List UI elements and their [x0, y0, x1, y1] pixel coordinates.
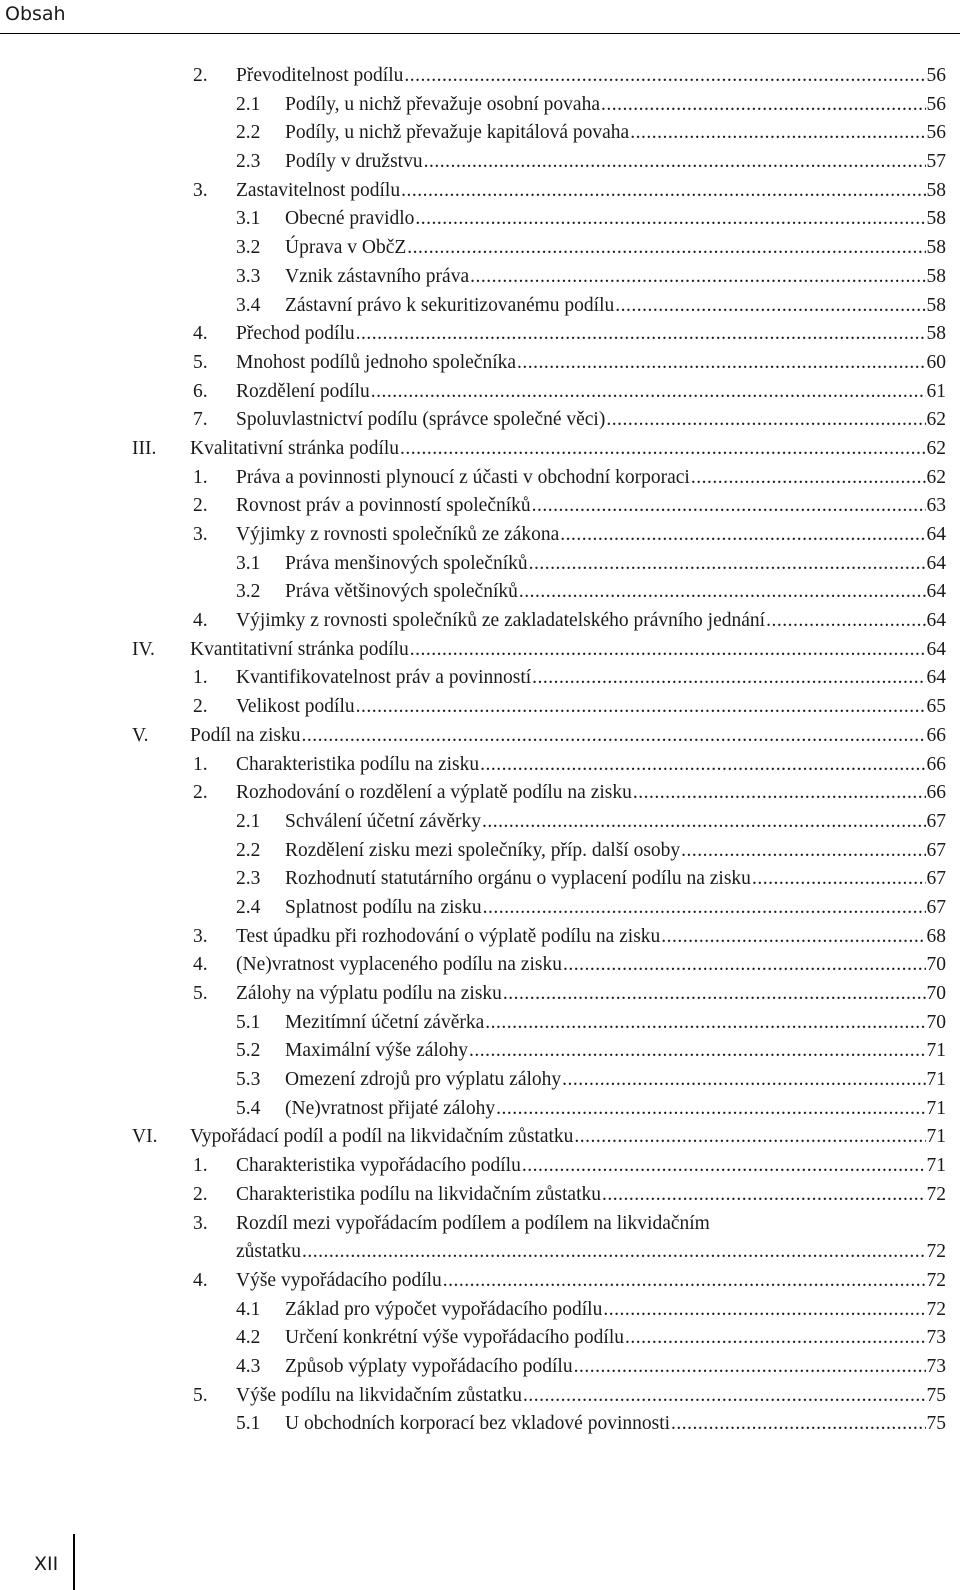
toc-entry[interactable] [0, 808, 960, 837]
toc-entry[interactable] [0, 980, 960, 1009]
dot-leader [606, 406, 925, 435]
running-head-title: Obsah [5, 3, 66, 25]
dot-leader [410, 636, 926, 665]
toc-entry-title: Podíly, u nichž převažuje kapitálová povaha [285, 122, 630, 144]
toc-entry-number: 5. [193, 351, 208, 373]
toc-entry[interactable] [0, 406, 960, 435]
toc-entry-number: 4. [193, 954, 208, 976]
dot-leader [519, 578, 926, 607]
dot-leader [485, 1009, 925, 1038]
dot-leader [401, 177, 925, 206]
toc-entry-title: Charakteristika podílu na zisku [236, 753, 480, 775]
toc-entry[interactable] [0, 693, 960, 722]
toc-entry[interactable] [0, 837, 960, 866]
toc-entry[interactable] [0, 1410, 960, 1439]
dot-leader [356, 693, 926, 722]
toc-entry-title: Výjimky z rovnosti společníků ze zákona [236, 524, 560, 545]
toc-entry-number: 2.2 [236, 839, 261, 861]
toc-entry-page: 56 [926, 93, 946, 115]
dot-leader [480, 751, 925, 780]
dot-leader [671, 1410, 925, 1439]
toc-entry[interactable] [0, 349, 960, 378]
toc-entry-title: U obchodních korporací bez vkladové povinnosti [285, 1413, 671, 1435]
toc-entry-number: 1. [193, 667, 208, 689]
toc-entry[interactable] [0, 1238, 960, 1267]
toc-entry-title: Rozhodování o rozdělení a výplatě podílu na zisku [236, 782, 632, 804]
toc-entry-page: 70 [926, 954, 946, 976]
toc-entry-number: 4.3 [236, 1355, 261, 1377]
toc-entry-page: 72 [926, 1298, 946, 1320]
toc-entry-number: III. [132, 437, 157, 459]
toc-entry-page: 63 [926, 495, 946, 517]
toc-entry-title: Maximální výše zálohy [285, 1040, 469, 1062]
toc-entry-title: Podíly, u nichž převažuje osobní povaha [285, 93, 600, 115]
toc-entry-number: 4. [193, 323, 208, 345]
dot-leader [681, 837, 925, 866]
toc-entry[interactable] [0, 464, 960, 493]
toc-entry-number: 6. [193, 380, 208, 402]
toc-entry-number: 2. [193, 495, 208, 517]
toc-entry-title: Základ pro výpočet vypořádacího podílu [285, 1298, 603, 1320]
dot-leader [415, 205, 925, 234]
toc-entry[interactable] [0, 91, 960, 120]
running-head [0, 0, 960, 34]
dot-leader [404, 62, 925, 91]
toc-entry-title: Způsob výplaty vypořádacího podílu [285, 1355, 573, 1377]
toc-entry-page: 73 [926, 1327, 946, 1349]
toc-entry-number: 3.2 [236, 581, 261, 603]
toc-entry-title: Kvantifikovatelnost práv a povinností [236, 667, 532, 689]
dot-leader [615, 292, 925, 321]
toc-entry-title: Výše podílu na likvidačním zůstatku [236, 1384, 522, 1406]
footer-divider [73, 1534, 75, 1590]
dot-leader [483, 894, 926, 923]
toc-entry-page: 67 [926, 868, 946, 890]
dot-leader [661, 923, 925, 952]
toc-entry[interactable] [0, 378, 960, 407]
toc-entry-title: Mezitímní účetní závěrka [285, 1011, 485, 1033]
toc-entry-title: Obecné pravidlo [285, 208, 415, 230]
toc-entry-number: 3. [193, 524, 208, 545]
toc-entry[interactable] [0, 951, 960, 980]
toc-entry-title: Mnohost podílů jednoho společníka [236, 351, 517, 373]
toc-entry-number: 5.4 [236, 1097, 261, 1119]
page-number: XII [34, 1553, 59, 1575]
toc-entry[interactable] [0, 435, 960, 464]
toc-entry-title: Kvantitativní stránka podílu [190, 638, 409, 660]
dot-leader [766, 607, 925, 636]
toc-entry-page: 71 [926, 1040, 946, 1062]
dot-leader [470, 263, 925, 292]
dot-leader [517, 349, 925, 378]
toc-entry-title: Rozdělení podílu [236, 380, 370, 402]
toc-entry-title: Přechod podílu [236, 323, 355, 345]
toc-entry-page: 62 [926, 466, 946, 488]
toc-entry-title: Vypořádací podíl a podíl na likvidačním zůstatku [190, 1126, 574, 1148]
dot-leader [602, 1181, 926, 1210]
toc-entry-page: 56 [926, 65, 946, 86]
toc-entry-title: (Ne)vratnost přijaté zálohy [285, 1097, 496, 1119]
dot-leader [523, 1382, 926, 1411]
toc-entry-title: Charakteristika podílu na likvidačním zůstatku [236, 1183, 601, 1205]
toc-entry-title: Spoluvlastnictví podílu (správce společné věci) [236, 409, 606, 431]
dot-leader [574, 1353, 926, 1382]
toc-entry-title: Práva a povinnosti plynoucí z účasti v obchodní korporaci [236, 466, 690, 488]
toc-entry-number: 5.3 [236, 1069, 261, 1091]
toc-entry-page: 67 [926, 896, 946, 918]
toc-entry-number: 5.2 [236, 1040, 261, 1062]
toc-entry[interactable] [0, 119, 960, 148]
toc-entry-page: 58 [926, 237, 946, 259]
toc-entry[interactable] [0, 263, 960, 292]
dot-leader [400, 435, 925, 464]
toc-entry[interactable] [0, 234, 960, 263]
toc-entry[interactable] [0, 1267, 960, 1296]
toc-entry[interactable] [0, 205, 960, 234]
toc-entry-number: 2.1 [236, 93, 261, 115]
toc-entry[interactable] [0, 177, 960, 206]
toc-entry-title: Test úpadku při rozhodování o výplatě podílu na zisku [236, 925, 661, 947]
toc-entry[interactable] [0, 1181, 960, 1210]
toc-entry-number: VI. [132, 1126, 158, 1148]
toc-entry-page: 70 [926, 983, 946, 1004]
dot-leader [407, 234, 925, 263]
toc-entry-number: 2. [193, 782, 208, 804]
dot-leader [469, 1037, 925, 1066]
toc-entry-page: 66 [926, 753, 946, 775]
toc-entry-page: 73 [926, 1355, 946, 1377]
toc-entry-page: 64 [926, 638, 946, 660]
toc-entry-page: 62 [926, 437, 946, 459]
toc-entry-title: Výjimky z rovnosti společníků ze zakladatelského právního jednání [236, 610, 766, 632]
dot-leader [601, 91, 926, 120]
toc-entry-page: 60 [926, 351, 946, 373]
toc-entry[interactable] [0, 1210, 960, 1239]
dot-leader [752, 865, 926, 894]
toc-entry-page: 72 [926, 1241, 946, 1263]
toc-entry-page: 62 [926, 409, 946, 431]
toc-entry-title: Schválení účetní závěrky [285, 810, 481, 832]
toc-entry-title: Rovnost práv a povinností společníků [236, 495, 531, 517]
toc-entry-page: 58 [926, 265, 946, 287]
toc-entry-number: 4. [193, 1269, 208, 1291]
toc-entry-page: 71 [926, 1097, 946, 1119]
dot-leader [371, 378, 926, 407]
toc-entry-title: Zastavitelnost podílu [236, 179, 401, 201]
toc-entry-page: 67 [926, 839, 946, 861]
toc-entry-number: 2.3 [236, 151, 261, 173]
toc-entry-title: Podíl na zisku [190, 724, 301, 746]
toc-entry-number: 5.1 [236, 1413, 261, 1435]
toc-entry[interactable] [0, 492, 960, 521]
toc-entry[interactable] [0, 1037, 960, 1066]
toc-entry-page: 64 [926, 667, 946, 689]
toc-entry-number: V. [132, 724, 149, 746]
toc-entry-title: Práva menšinových společníků [285, 552, 528, 574]
toc-entry-title: Vznik zástavního práva [285, 265, 470, 287]
dot-leader [443, 1267, 926, 1296]
dot-leader [603, 1296, 925, 1325]
toc-entry-number: 4. [193, 610, 208, 632]
toc-entry-number: 3.1 [236, 552, 261, 574]
toc-entry-title: (Ne)vratnost vyplaceného podílu na zisku [236, 954, 562, 976]
toc-entry[interactable] [0, 550, 960, 579]
toc-entry[interactable] [0, 779, 960, 808]
toc-entry-number: 2.4 [236, 896, 261, 918]
toc-entry-number: 3.4 [236, 294, 261, 316]
toc-entry-page: 66 [926, 782, 946, 804]
toc-entry-number: 2.3 [236, 868, 261, 890]
dot-leader [302, 1238, 926, 1267]
dot-leader [562, 1066, 925, 1095]
dot-leader [496, 1095, 925, 1124]
toc-entry-page: 75 [926, 1384, 946, 1406]
toc-entry-title: Zálohy na výplatu podílu na zisku [236, 983, 502, 1004]
dot-leader [532, 492, 926, 521]
toc-entry[interactable] [0, 148, 960, 177]
toc-entry[interactable] [0, 1123, 960, 1152]
toc-entry[interactable] [0, 1353, 960, 1382]
dot-leader [532, 664, 925, 693]
toc-entry-number: 5.1 [236, 1011, 261, 1033]
toc-entry-page: 72 [926, 1183, 946, 1205]
toc-entry-number: 3.3 [236, 265, 261, 287]
toc-entry[interactable] [0, 320, 960, 349]
toc-entry-number: 7. [193, 409, 208, 431]
toc-entry-number: 5. [193, 1384, 208, 1406]
toc-entry-number: 1. [193, 753, 208, 775]
toc-entry[interactable] [0, 607, 960, 636]
toc-entry-title: Podíly v družstvu [285, 151, 423, 173]
toc-entry-page: 58 [926, 323, 946, 345]
toc-entry[interactable] [0, 664, 960, 693]
toc-entry-number: 2. [193, 696, 208, 718]
toc-entry-page: 64 [926, 552, 946, 574]
dot-leader [302, 722, 926, 751]
toc-entry-page: 71 [926, 1155, 946, 1177]
toc-entry[interactable] [0, 1382, 960, 1411]
toc-entry-page: 64 [926, 610, 946, 632]
toc-entry-number: 2. [193, 1183, 208, 1205]
toc-entry-number: 4.2 [236, 1327, 261, 1349]
toc-entry[interactable] [0, 1324, 960, 1353]
toc-entry-title: Převoditelnost podílu [236, 65, 404, 86]
toc-entry[interactable] [0, 1009, 960, 1038]
table-of-contents [0, 62, 960, 1439]
dot-leader [356, 320, 926, 349]
toc-entry[interactable] [0, 578, 960, 607]
toc-entry-page: 61 [926, 380, 946, 402]
toc-entry-title: Splatnost podílu na zisku [285, 896, 482, 918]
dot-leader [563, 951, 926, 980]
toc-entry-title: zůstatku [236, 1241, 301, 1263]
toc-entry-number: 3. [193, 179, 208, 201]
toc-entry[interactable] [0, 1095, 960, 1124]
toc-entry-page: 68 [926, 925, 946, 947]
toc-entry[interactable] [0, 1066, 960, 1095]
toc-entry[interactable] [0, 894, 960, 923]
toc-entry-page: 58 [926, 294, 946, 316]
toc-entry-number: 4.1 [236, 1298, 261, 1320]
toc-entry-number: 3. [193, 1212, 208, 1234]
toc-entry-number: 1. [193, 466, 208, 488]
toc-entry[interactable] [0, 751, 960, 780]
toc-entry-page: 75 [926, 1413, 946, 1435]
toc-entry-page: 70 [926, 1011, 946, 1033]
toc-entry-title: Rozdělení zisku mezi společníky, příp. další osoby [285, 839, 681, 861]
toc-entry-number: 3.1 [236, 208, 261, 230]
toc-entry-title: Charakteristika vypořádacího podílu [236, 1155, 521, 1177]
toc-entry-number: 2.2 [236, 122, 261, 144]
toc-entry-page: 67 [926, 810, 946, 832]
dot-leader [574, 1123, 925, 1152]
toc-entry-number: 3. [193, 925, 208, 947]
dot-leader [522, 1152, 926, 1181]
toc-entry[interactable] [0, 62, 960, 91]
toc-entry[interactable] [0, 923, 960, 952]
toc-entry[interactable] [0, 865, 960, 894]
toc-entry-number: 2. [193, 65, 208, 86]
toc-entry-page: 71 [926, 1126, 946, 1148]
dot-leader [529, 550, 926, 579]
dot-leader [630, 119, 925, 148]
toc-entry-page: 65 [926, 696, 946, 718]
toc-entry[interactable] [0, 1296, 960, 1325]
toc-entry-title: Výše vypořádacího podílu [236, 1269, 442, 1291]
toc-entry-page: 66 [926, 724, 946, 746]
toc-entry-number: 3.2 [236, 237, 261, 259]
toc-entry-page: 56 [926, 122, 946, 144]
toc-entry-title: Velikost podílu [236, 696, 355, 718]
toc-entry[interactable] [0, 636, 960, 665]
toc-entry-title: Rozhodnutí statutárního orgánu o vyplacení podílu na zisku [285, 868, 751, 890]
dot-leader [625, 1324, 926, 1353]
toc-entry-page: 64 [926, 581, 946, 603]
toc-entry-title: Omezení zdrojů pro výplatu zálohy [285, 1069, 562, 1091]
toc-entry[interactable] [0, 292, 960, 321]
toc-entry-title: Práva většinových společníků [285, 581, 518, 603]
toc-entry-page: 64 [926, 524, 946, 545]
toc-entry-page: 71 [926, 1069, 946, 1091]
toc-entry-number: 5. [193, 983, 208, 1004]
toc-entry[interactable] [0, 521, 960, 550]
toc-entry-title: Zástavní právo k sekuritizovanému podílu [285, 294, 615, 316]
toc-entry-page: 58 [926, 208, 946, 230]
dot-leader [424, 148, 926, 177]
toc-entry[interactable] [0, 722, 960, 751]
toc-entry-page: 72 [926, 1269, 946, 1291]
dot-leader [482, 808, 926, 837]
toc-entry[interactable] [0, 1152, 960, 1181]
toc-entry-title: Úprava v ObčZ [285, 237, 407, 259]
dot-leader [691, 464, 926, 493]
dot-leader [633, 779, 926, 808]
toc-entry-title: Určení konkrétní výše vypořádacího podílu [285, 1327, 624, 1349]
dot-leader [560, 521, 925, 550]
toc-entry-title: Rozdíl mezi vypořádacím podílem a podílem na likvidačním [236, 1212, 710, 1234]
dot-leader [503, 980, 926, 1009]
toc-entry-number: IV. [132, 638, 155, 660]
toc-entry-title: Kvalitativní stránka podílu [190, 437, 400, 459]
toc-entry-page: 58 [926, 179, 946, 201]
toc-entry-number: 1. [193, 1155, 208, 1177]
toc-entry-page: 57 [926, 151, 946, 173]
toc-entry-number: 2.1 [236, 810, 261, 832]
